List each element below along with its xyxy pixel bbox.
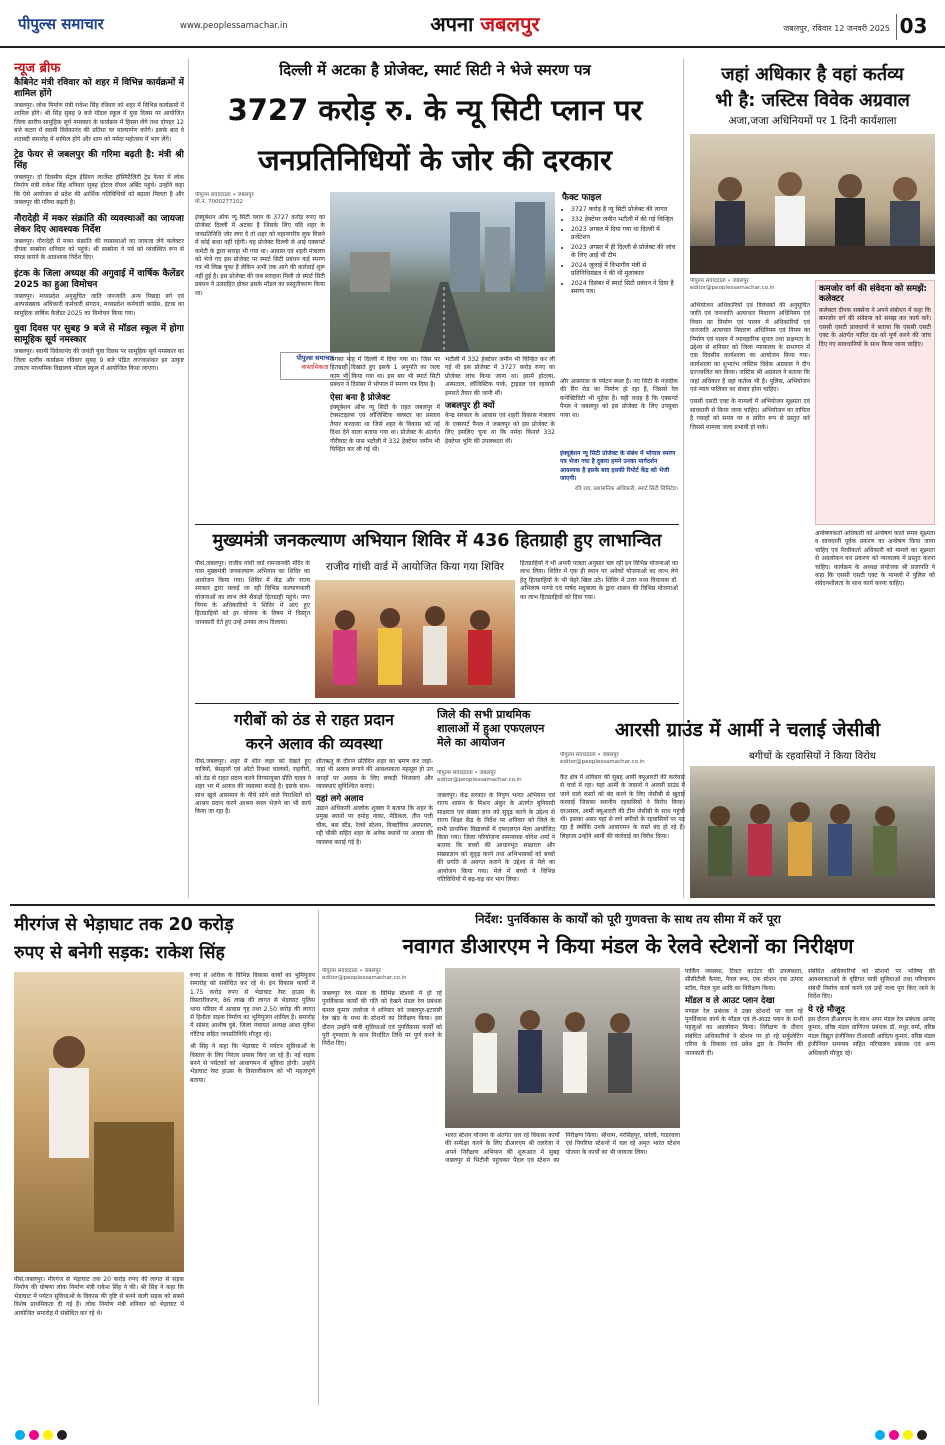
masthead — [0, 0, 945, 48]
cm-camp-headline: मुख्यमंत्री जनकल्याण अभियान शिविर में 436 हितग्राही हुए लाभान्वित — [212, 531, 662, 551]
rail-body-text: जबलपुर रेल मंडल के विभिन्न स्टेशनों में हो रहे पुनर्विकास कार्यों की गति को देखने मंडल रेल प्रबंधक कमल कुमार तलरेजा ने शनिवार को जबलपुर-इटारसी रेल खंड के मध्य के स्टेशनों का निरीक्षण किया। इस दौरान उन्होंने यात्री सुविधाओं एवं पुनर्विकास कार्यों को पूरी गुणवत्ता के साथ निर्धारित तिथि पर पूर्ण करने के निर्देश दिए। — [322, 990, 442, 1048]
rail-body4-text: संबंधित अधिकारियों को स्टेशनों पर भविष्य की आवश्यकताओं के दृष्टिगत यात्री सुविधाओं तथा परिचालन संबंधी निर्माण कार्य करने एवं उन्हें जल्द पूरा किए जाने के निर्देश दिए। — [808, 968, 935, 1001]
cm-camp-body2-text: हितग्राहियों ने भी अपनी पात्रता अनुसार चल रही इन विभिन्न योजनाओं का लाभ लिया। शिविर में एक ही स्थान पर अनेकों योजनाओं का लाभ लेने हेतु हितग्राहियों के भी चेहरे खिल उठे। शिविर में उत्तर मध्य विधायक डॉ. अभिलाष पाण्डे एवं पार्षद मधुबाला के द्वारा शासन की विभिन्न योजनाओं का लाभ हितग्राहियों को दिया गया। — [520, 560, 678, 601]
brief-item — [14, 324, 184, 373]
rail-kicker: निर्देश: पुनर्विकास के कार्यों को पूरी गुणवत्ता के साथ तय सीमा में करें पूरा — [475, 912, 781, 926]
fact-list — [562, 206, 676, 296]
road-caption — [14, 1276, 184, 1406]
cm-camp-body-text: पीसं,जबलपुर। राजीव गांधी वार्ड रामजानकी मंदिर के पास मुख्यमंत्री जनकल्याण अभियान का शिविर का आयोजन किया गया। शिविर में केंद्र और राज्य सरकार द्वारा चलाई जा रही विभिन्न कल्याणकारी योजनाओं का लाभ लेने सैकड़ों हितग्राही पहुंचे। नगर निगम के अधिकारियों ने शिविर में आए हुए हितग्राहियों को हर योजना के विषय में विस्तृत जानकारी देते हुए उन्हें उनका लाभ दिलाया। — [195, 560, 310, 626]
primary-body — [437, 792, 555, 898]
rail-subhead: मॉडल व ले आउट प्लान देखा — [685, 996, 775, 1007]
cold-headline-1: गरीबों को ठंड से राहत प्रदान — [234, 711, 394, 729]
collector-head: कमजोर वर्ग की संवेदना को समझें: कलेक्टर — [819, 284, 927, 304]
road-headline-2: रुपए से बनेगी सड़क: राकेश सिंह — [14, 943, 225, 963]
rail-subhead-2: ये रहे मौजूद — [808, 1004, 845, 1015]
rail-col-4 — [685, 968, 803, 1402]
brief-title: कैबिनेट मंत्री रविवार को शहर में विभिन्न कार्यक्रमों में शामिल होंगे — [14, 78, 184, 99]
cold-headline-2: करने अलाव की व्यवस्था — [245, 735, 383, 753]
column-divider — [683, 58, 684, 898]
cold-col-b — [316, 758, 433, 898]
rail-inspection-photo — [445, 968, 680, 1128]
lead-col-4 — [560, 378, 678, 448]
brief-item — [14, 269, 184, 318]
justice-body-text-2: एससी एसटी एक्ट के मामलों में अभियोजन सूक्ष्मता एवं सावधानी से किया जाना चाहिए। अभियोजन का दायित्व है गवाहों को समय पर व त्वरित रूप से प्रस्तुत करें जिससे मामला जल्द प्रभावी हो सके। — [690, 398, 810, 431]
cold-col-a — [195, 758, 311, 898]
byline: पीपुल्स संवाददाता • जबलपुर — [560, 752, 619, 758]
road-body-text: रुपए से अधिक के विभिन्न विकास कार्यों का भूमिपूजन समारोह को संबोधित कर रहे थे। इन विकास कार्यों में 1.75 करोड़ रुपए से भेड़ाघाट रेस्ट हाउस के विस्तारीकरण, 86 लाख की लागत से भेड़ाघाट पुलिस थाना परिसर में आवास गृह तथा 2.50 करोड़ की लागत से हिनौता सड़क निर्माण का भूमिपूजन शामिल है। समारोह में सांसद आशीष दुबे, जिला पंचायत अध्यक्ष आशा मुकेश गोंटिया सहित जनप्रतिनिधि मौजूद रहे। — [190, 972, 315, 1038]
cold-text-panel — [195, 758, 433, 898]
army-headline: आरसी ग्राउंड में आर्मी ने चलाई जेसीबी — [614, 719, 881, 741]
color-bar-graphic — [0, 1425, 945, 1445]
lead-quote: इंक्यूबेशन न्यू सिटी प्रोजेक्ट के संबंध में भोपाल स्मरण पत्र भेजा गया है दुबारा हमने उनका मार्गदर्शन आवश्यक है इसके बाद इसकी रिपोर्ट केंद्र को भेजी जाएगी। — [560, 450, 676, 483]
speaker-graphic — [14, 972, 184, 1272]
cold-body2-text: शीतऋतु के दौरान प्रतिदिन शहर का भ्रमण कर जहां-जहां भी अलाव लगाने की आवश्यकता महसूस हो उन जगहों पर अलाव के लिए लकड़ी भिजवाएं और व्यवस्थाएं सुनिश्चित कराएं। — [316, 758, 433, 791]
lead-col4-text: और आसपास के पर्यटन स्थल हैं। नए सिटी के नजदीक की रिंग रोड का निर्माण हो रहा है, जिससे रेल कनेक्टिविटी भी मुहैया है। यही वजह है कि एक्सपर्ट पैनल ने जबलपुर को इस प्रोजेक्ट के लिए उपयुक्त पाया था। — [560, 378, 678, 419]
cm-camp-body-2 — [520, 560, 678, 700]
road-event-photo — [14, 972, 184, 1272]
city-skyline-graphic — [330, 192, 555, 352]
brief-item — [14, 214, 184, 263]
email[interactable]: editor@peoplessamachar.co.in — [560, 759, 645, 765]
army-sub: बगीचों के रहवासियों ने किया विरोध — [749, 751, 876, 762]
page-number: 03 — [896, 14, 930, 40]
army-body-text: कैंट क्षेत्र में शनिवार की सुबह आर्मी क्यूआरटी की कार्रवाई से चर्चा में रहा। यहां आर्मी के जवानों ने आरसी ग्राउंड में जाने वाले रास्तों को बंद करने के लिए जेसीबी से खुदाई करवाई जिसका स्थानीय रहवासियों ने विरोध किया। दरअसल, आर्मी क्यूआरटी की टीम जेसीबी के साथ पहुंची थी। इसका असर यहां से लगे बगीचों के रहवासियों पर पड़ रहा है क्योंकि उनके आवागमन के रास्ते बंद हो रहे हैं। लिहाजा उन्होंने आर्मी की कार्रवाई का विरोध किया। — [560, 774, 685, 840]
byline: पीपुल्स संवाददाता • जबलपुर — [322, 968, 381, 974]
section-rule — [10, 904, 935, 906]
cold-subhead: यहां लगे अलाव — [316, 793, 364, 804]
brand-logo — [18, 14, 178, 36]
lead-headline-2: जनप्रतिनिधियों के जोर की दरकार — [258, 143, 612, 177]
column-divider — [188, 58, 189, 898]
brief-body: जबलपुर। नौरादेही में मकर संक्रांति की व्यवस्थाओं का जायजा लेने कलेक्टर दीपक सक्सेना शनिवार को पहुंचे। श्री सक्सेना ने पर्व को व्यवस्थित रूप से संपन्न कराने के आवश्यक निर्देश दिए। — [14, 237, 184, 262]
byline: पीपुल्स संवाददाता • जबलपुर — [690, 278, 749, 284]
justice-headline-1: जहां अधिकार है वहां कर्तव्य — [721, 64, 904, 85]
photo-tag-brand: पीपुल्स समाचार — [296, 354, 334, 362]
lead-subhead: ऐसा बना है प्रोजेक्ट — [330, 392, 391, 403]
mobile-number: मो.नं. 7000277102 — [195, 199, 244, 205]
rail-subbody: मण्डल रेल प्रबंधक ने उक्त स्टेशनों पर चल रहे पुनर्विकास कार्य के मॉडल एवं ले-आउट प्लान के सभी पहलुओं का अवलोकन किया। निरीक्षण के दौरान संबंधित अधिकारियों ने स्टेशन पर हो रहे सर्कुलेटिंग एरिया के विकास एवं प्रवेश द्वार के निर्माण की जानकारी दी। — [685, 1007, 803, 1057]
brief-body: जबलपुर। लोक निर्माण मंत्री राकेश सिंह रविवार को शहर में विभिन्न कार्यक्रमों में शामिल होंगे। श्री सिंह सुबह 9 बजे मॉडल स्कूल में युवा दिवस पर आयोजित जिला स्तरीय सामूहिक सूर्य नमस्कार के कार्यक्रम में हिस्सा लेंगे तथा दोपहर 12 बजे कटरा में स्वामी विवेकानंद की प्रतिमा पर माल्यार्पण करेंगे। इसके बाद वे शताब्दी समारोह में शामिल होंगे और शाम को नर्मदा महोत्सव में भाग लेंगे। — [14, 102, 184, 143]
photo-tag-sub: वास्तविकता — [301, 363, 329, 371]
cm-camp-photo — [315, 580, 515, 698]
lead-subbody: इंक्यूबेशन ऑफ न्यू सिटी के तहत जबलपुर में टेक्सटाइल्स एवं लॉजिस्टिक क्लस्टर का प्रस्ताव तैयार करवाया था जिसे शहर के विकास को नई दिशा देने वाला बताया गया था। प्रोजेक्ट के अंतर्गत गौरीघाट के पास भटौली में 332 हेक्टेयर जमीन भी चिन्हित कर ली गई थी। — [330, 404, 440, 454]
fact-item: • 2023 अगस्त में दिया गया था दिल्ली में प्रजेंटेशन — [571, 226, 676, 242]
primary-headline — [437, 708, 555, 768]
email[interactable]: editor@peoplessamachar.co.in — [437, 777, 522, 783]
section-title-a: अपना — [430, 12, 474, 36]
primary-headline-2: शालाओं में हुआ एफएलएन — [437, 722, 545, 735]
collector-body: कलेक्टर दीपक सक्सेना ने अपने संबोधन में कहा कि कमजोर वर्ग की संवेदना को समझ कर कार्य करें। एससी एसटी प्रावधानों ने बताया कि एससी एसटी एक्ट के अंतर्गत पारित दंड को पूर्ण करने की जांच दिए गए सावधानियों के साथ किया जाना चाहिए। — [819, 307, 931, 348]
lead-subhead-2: जबलपुर ही क्यों — [445, 401, 495, 412]
camp-people-graphic — [315, 580, 515, 698]
justice-body-text: अभियोजन अधिकारियों एवं विवेचकों की अनुसूचित जाति एवं जनजाति अत्याचार निवारण अधिनियम एवं नियम का निर्माण एवं पालन में अधिकारियों एवं जनजाति अत्याचार निवारण अधिनियम एवं नियम का निर्माण एवं पालन में व्यावहारिक सुधार तथा सक्षमता के उद्देश्य से शनिवार को जिला न्यायालय के सभागार में एक दिवसीय कार्यशाला का आयोजन किया गया। कार्यशाला का शुभारंभ जस्टिस विवेक अग्रवाल ने दीप प्रज्ज्वलित कर किया। जस्टिस श्री अग्रवाल ने बताया कि जहां अधिकार है वहां कर्तव्य भी है। पुलिस, अभियोजन एवं न्याय पालिका का संवाद होना चाहिए। — [690, 302, 810, 394]
section-rule — [195, 703, 679, 704]
brief-body: जबलपुर। मध्यप्रदेश अनुसूचित जाति जनजाति अन्य पिछड़ा वर्ग एवं अल्पसंख्यक अधिकारी कर्मचारी संगठन, मध्यप्रदेश कर्मचारी कांग्रेस, इंटक का सामूहिक वार्षिक कैलेंडर 2025 का विमोचन किया गया। — [14, 292, 184, 317]
lead-body-text: इंक्यूबेशन ऑफ न्यू सिटी प्लान के 3727 करोड़ रुपए का प्रोजेक्ट दिल्ली में अटका है जिसके लिए यदि शहर के जनप्रतिनिधि जोर लगा दें तो शहर को महानगरीय लुक मिलने में कोई बाधा नहीं रहेगी। यह प्रोजेक्ट दिल्ली से आई एक्सपर्ट कमेटी के द्वारा सराहा भी गया था। आवास एवं शहरी मंत्रालय को भेजे गए इस प्रोजेक्ट पर स्मार्ट सिटी प्रबंधन कई स्मरण पत्र भी लिख चुका है लेकिन अभी तक आगे की कार्रवाई शुरू नहीं हुई है। इस प्रोजेक्ट की जब सराहना मिली तो स्मार्ट सिटी प्रबंधन ने उत्साहित होकर इसके मॉडल का प्रस्तुतीकरण किया था। — [195, 214, 325, 297]
rail-headline: नवागत डीआरएम ने किया मंडल के रेलवे स्टेशनों का निरीक्षण — [402, 934, 854, 958]
news-brief-column — [14, 58, 184, 898]
rail-body — [322, 990, 442, 1402]
fact-item: • 2024 दिसंबर में स्मार्ट सिटी प्रबंधन ने दिया है स्मरण पत्र। — [571, 280, 676, 296]
primary-headline-3: मेले का आयोजन — [437, 736, 505, 749]
brief-body: जबलपुर। दो दिवसीय सेंट्रल इंडियन लार्जेस्ट हॉस्पिटैलिटी ट्रेड फेयर में लोक निर्माण मंत्री राकेश सिंह शनिवार सुबह होटल रॉयल अर्बिट पहुंचे। उन्होंने कहा कि ऐसे आयोजन से प्रदेश की आर्थिक गतिविधियों को बढ़ावा मिलता है और जबलपुर की गरिमा बढ़ती है। — [14, 174, 184, 207]
road-caption-text: पीसं,जबलपुर। मीरगंज से भेड़ाघाट तक 20 करोड़ रुपए की लागत से सड़क निर्माण की घोषणा लोक निर्माण मंत्री राकेश सिंह ने की। श्री सिंह ने कहा कि भेड़ाघाट में पर्यटन सुविधाओं के विकास की दृष्टि से बनने वाली सड़क को सबसे विशेष प्राथमिकता दी गई है। लोक निर्माण मंत्री शनिवार को भेड़ाघाट में आयोजित समारोह में संबोधित कर रहे थे। — [14, 1276, 184, 1317]
rail-body2-text: भारत स्टेशन योजना के अंतर्गत चल रहे विकास कार्यों की समीक्षा करने के लिए डीआरएम श्री तलरेजा ने अपने निरीक्षण अभियान की शुरूआत में सुबह जबलपुर से भिटौनी पहुंचकर पैदल एवं स्टेशन का निरीक्षण किया। श्रीधाम, नरसिंहपुर, करेली, गाडरवारा एवं पिपरिया स्टेशनों में चल रहे अमृत भारत स्टेशन योजना के कार्यों का भी जायजा लिया। — [445, 1132, 680, 1165]
section-title-b: जबलपुर — [480, 12, 540, 36]
brief-title: इंटक के जिला अध्यक्ष की अगुवाई में वार्षिक कैलेंडर 2025 का हुआ विमोचन — [14, 268, 184, 290]
justice-body — [690, 302, 810, 672]
primary-byline — [437, 770, 555, 790]
lead-col-3 — [445, 356, 555, 516]
army-byline — [560, 752, 685, 772]
brief-title: ट्रेड फेयर से जबलपुर की गरिमा बढ़ती है: मंत्री श्री सिंह — [14, 150, 184, 172]
rail-col-5 — [808, 968, 935, 1402]
byline: पीपुल्स संवाददाता • जबलपुर — [437, 770, 496, 776]
website[interactable]: www.peoplessamachar.in — [180, 21, 288, 31]
brief-title: युवा दिवस पर सुबह 9 बजे से मॉडल स्कूल में होगा सामूहिक सूर्य नमस्कार — [14, 324, 184, 346]
brief-item — [14, 78, 184, 144]
lead-headline-1: 3727 करोड़ रु. के न्यू सिटी प्लान पर — [227, 93, 643, 127]
officials-graphic — [690, 134, 935, 274]
lead-col3-text: भटौली में 332 हेक्टेयर जमीन भी चिन्हित कर ली गई थी इस प्रोजेक्ट में 3727 करोड़ रुपए का प्रोजेक्ट लांच किया जाना था। इसमें होटल्स, अस्पताल, लॉजिस्टिक पार्क, ट्राइडल एवं रहवासी इमारतें तैयार की जानी थीं। — [445, 356, 555, 397]
lead-subbody-2: केन्द्र सरकार के आवास एवं शहरी विकास मंत्रालय के एक्सपर्ट पैनल ने जबलपुर को इस प्रोजेक्ट के लिए इसलिए चुना था कि नर्मदा किनारे 332 हेक्टेयर भूमि की उपलब्धता थी। — [445, 412, 555, 445]
road-body-text-2: श्री सिंह ने कहा कि भेड़ाघाट में पर्यटन सुविधाओं के विस्तार के लिए निरंतर प्रयास किए जा रहे हैं। नई सड़क बनने से पर्यटकों को आवागमन में सुविधा होगी। उन्होंने भेड़ाघाट रेस्ट हाउस के विस्तारीकरण को भी महत्वपूर्ण बताया। — [190, 1043, 315, 1084]
cold-body-text: पीसं,जबलपुर। शहर में शीत लहर को देखते हुए यात्रियों, बेसहारों एवं ऑटो रिक्शा चालकों, राहगीरों, को ठंड से राहत प्रदान करने निगमायुक्त प्रीति यादव ने शहर भर में अलाव की व्यवस्था कराई है। इसके साथ-साथ खुले आसमान के नीचे सोने वाले निराश्रितों को आश्रय प्रदान करने आश्रय स्थल भेजने का भी कार्य किया जा रहा है। — [195, 758, 311, 816]
justice-col-3 — [815, 530, 935, 670]
brief-title: नौरादेही में मकर संक्रांति की व्यवस्थाओं का जायजा लेकर दिए आवश्यक निर्देश — [14, 213, 184, 235]
lead-quote-author: रवि राव, प्रशासनिक अधिकारी, स्मार्ट सिटी लिमिटेड। — [574, 485, 678, 492]
city-aerial-photo — [330, 192, 555, 352]
road-body — [190, 972, 315, 1402]
crowd-graphic — [690, 766, 935, 898]
section-rule — [195, 524, 679, 525]
workshop-photo — [690, 134, 935, 274]
rail-byline — [322, 968, 442, 988]
cold-subbody: उद्यान अधिकारी आलोक शुक्ला ने बताया कि शहर के प्रमुख स्थानों पर दमोह नाका, मेडिकल, तीन पत्ती चौक, बस स्टैंड, रेलवे स्टेशन, विक्टोरिया अस्पताल, रद्दी चौकी सहित शहर के अनेक स्थानों पर अलाव की व्यवस्था कराई गई है। — [316, 805, 433, 846]
registration-marks — [0, 1425, 945, 1445]
justice-col3-text: अन्वेषणकर्ता अधिकारी को अन्वेषण करते समय सूक्ष्मता व सावधानी पूर्वक प्रकरण का अन्वेषण किया जाना चाहिए एवं पैरवीकर्ता अधिकारी को मामले का सूक्ष्मता से अवलोकन कर प्रकरण को न्यायालय में प्रस्तुत करना चाहिए। कार्यक्रम के अध्यक्ष संयोजक श्री प्रजापति ने कहा कि एससी एसटी एक्ट के मामलों में पुलिस को संवेदनशीलता के साथ कार्य करना चाहिए। — [815, 530, 935, 588]
justice-headline-2: भी है: जस्टिस विवेक अग्रवाल — [715, 90, 910, 111]
primary-body-text: जबलपुर। केंद्र सरकार के निपुण भारत अभियान एवं राज्य शासन के मिशन अंकुर के अंतर्गत बुनियादी साक्षरता एवं संख्या ज्ञान को सुदृढ़ करने के उद्देश्य से राज्य शिक्षा केंद्र के निर्देश पर शनिवार को जिले के सभी प्राथमिक विद्यालयों में एफएलएन मेला आयोजित किया गया। जिला परियोजना समन्वयक योगेश शर्मा ने बताया कि बच्चों की आधारभूत साक्षरता और संख्याज्ञान को सुदृढ़ करने तथा अभिभावकों को बच्चों की प्रगति से अवगत कराने के उद्देश्य से मेले का आयोजन किया गया। मेले में बच्चों ने विभिन्न गतिविधियों में बढ़-चढ़ कर भाग लिया। — [437, 792, 555, 884]
fact-file-title: फैक्ट फाइल — [562, 193, 602, 203]
news-brief-label: न्यूज ब्रीफ — [14, 61, 61, 76]
edition-date: जबलपुर, रविवार 12 जनवरी 2025 — [783, 24, 890, 33]
brief-item — [14, 150, 184, 208]
lead-col-2 — [330, 356, 440, 516]
rail-subbody-2: इस दौरान डीआरएम के साथ अपर मंडल रेल प्रबंधक आनंद कुमार, वरिष्ठ मंडल वाणिज्य प्रबंधक डॉ. मधुर वर्मा, वरिष्ठ मंडल विद्युत इंजीनियर टीआरडी आदित्य कुमार, वरिष्ठ मंडल इंजीनियर समन्वय सहित परिचालन प्रबंधक एवं अन्य अधिकारी मौजूद रहे। — [808, 1016, 935, 1057]
column-divider — [318, 910, 319, 1405]
section-title — [395, 10, 575, 38]
officials-walking-graphic — [445, 968, 680, 1128]
byline: पीपुल्स संवाददाता • जबलपुर — [195, 192, 254, 198]
fact-file-box — [560, 188, 678, 373]
road-headline-1: मीरगंज से भेड़ाघाट तक 20 करोड़ — [14, 915, 234, 935]
justice-byline — [690, 278, 810, 300]
brand-name: पीपुल्स समाचार — [18, 15, 104, 33]
fact-item: • 3727 करोड़ है न्यू सिटी प्रोजेक्ट की लागत — [571, 206, 676, 214]
rail-body-2 — [445, 1132, 680, 1404]
cm-camp-sub: राजीव गांधी वार्ड में आयोजित किया गया शिविर — [325, 561, 505, 573]
fact-item: • 332 हेक्टेयर जमीन भटौली में की गई चिन्हित — [571, 216, 676, 224]
lead-byline — [195, 192, 325, 214]
brief-body: जबलपुर। स्वामी विवेकानंद की जयंती युवा दिवस पर सामूहिक सूर्य नमस्कार का जिला स्तरीय कार्यक्रम रविवार सुबह 9 बजे पंडित लज्जाशंकर झा उत्कृष्ट उच्चतर माध्यमिक विद्यालय मॉडल स्कूल में आयोजित किया जाएगा। — [14, 348, 184, 372]
rail-body3-text: पार्किंग व्यवस्था, टिकट काउंटर की उपलब्धता, सीसीटीवी कैमरा, पैनल रूम, एक स्टेशन एक उत्पाद स्टॉल, पैदल पुल आदि का निरीक्षण किया। — [685, 968, 803, 992]
army-protest-photo — [690, 766, 935, 898]
fact-item: • 2024 जुलाई में विभागीय मंत्री से प्रतिनिधिमंडल ने की थी मुलाकात — [571, 262, 676, 278]
cm-camp-body — [195, 560, 310, 700]
collector-box — [815, 280, 935, 525]
justice-subhead: अजा,जजा अधिनियमों पर 1 दिनी कार्यशाला — [728, 115, 897, 127]
lead-kicker: दिल्ली में अटका है प्रोजेक्ट, स्मार्ट सिटी ने भेजे स्मरण पत्र — [279, 61, 591, 79]
lead-quote-box — [560, 450, 678, 518]
lead-col2-text: अगस्त माह में दिल्ली में दिया गया था। जिस पर हितग्राही दिखाते हुए इसके 1 अनुमति का जल्द काम भी किया गया था। इस बार भी स्मार्ट सिटी प्रबंधन ने दिसंबर में भोपाल में स्मरण पत्र दिया है। — [330, 356, 440, 389]
email[interactable]: editor@peoplessamachar.co.in — [690, 285, 775, 291]
fact-item: • 2023 अगस्त में ही दिल्ली से प्रोजेक्ट की जांच के लिए आई थी टीम — [571, 244, 676, 260]
primary-headline-1: जिले की सभी प्राथमिक — [437, 708, 531, 721]
email[interactable]: editor@peoplessamachar.co.in — [322, 975, 407, 981]
army-body — [560, 774, 685, 898]
